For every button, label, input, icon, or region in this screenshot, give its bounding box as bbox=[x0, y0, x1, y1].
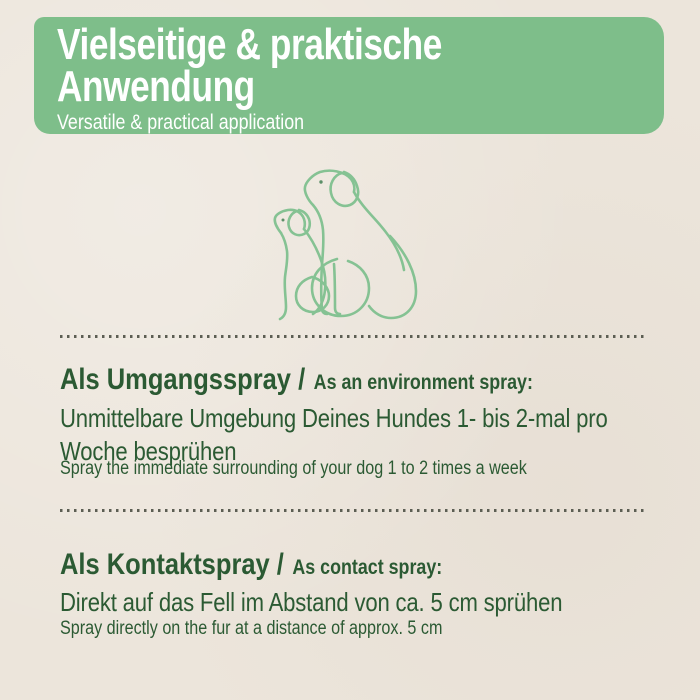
section-contact-heading bbox=[60, 548, 442, 582]
dotted-divider-top bbox=[60, 335, 646, 338]
header-banner bbox=[34, 17, 664, 134]
page-title-line-1: Vielseitige & praktische bbox=[57, 20, 442, 69]
section-contact-body-de bbox=[60, 586, 562, 619]
section-contact-heading-de: Als Kontaktspray / bbox=[60, 548, 284, 581]
section-contact-body-en: Spray directly on the fur at a distance of approx. 5 cm bbox=[60, 618, 443, 639]
section-environment-heading bbox=[60, 363, 533, 397]
small-dog-eye bbox=[282, 219, 285, 222]
dotted-divider-bottom bbox=[60, 509, 646, 512]
section-environment-heading-de: Als Umgangsspray / bbox=[60, 363, 306, 396]
section-environment-body-de-line-1: Unmittelbare Umgebung Deines Hundes 1- bis 2-mal pro bbox=[60, 403, 608, 433]
small-dog-chest-front-leg bbox=[280, 233, 287, 319]
page-subtitle: Versatile & practical application bbox=[57, 111, 305, 134]
big-dog-back bbox=[354, 192, 404, 270]
big-dog-inner-front-leg bbox=[334, 264, 340, 314]
section-environment-heading-en: As an environment spray: bbox=[313, 371, 533, 394]
big-dog-eye bbox=[319, 180, 322, 183]
page-title-line-2: Anwendung bbox=[57, 62, 255, 111]
section-contact-body-de-line-1: Direkt auf das Fell im Abstand von ca. 5 cm sprühen bbox=[60, 587, 563, 617]
two-dogs-line-art-illustration bbox=[252, 160, 467, 332]
page-title bbox=[57, 20, 543, 111]
big-dog-tail bbox=[369, 236, 416, 318]
section-contact-heading-en: As contact spray: bbox=[292, 556, 443, 579]
section-environment-body-de-line-2: Woche besprühen bbox=[60, 436, 237, 466]
section-environment-body-en: Spray the immediate surrounding of your dog 1 to 2 times a week bbox=[60, 458, 527, 479]
